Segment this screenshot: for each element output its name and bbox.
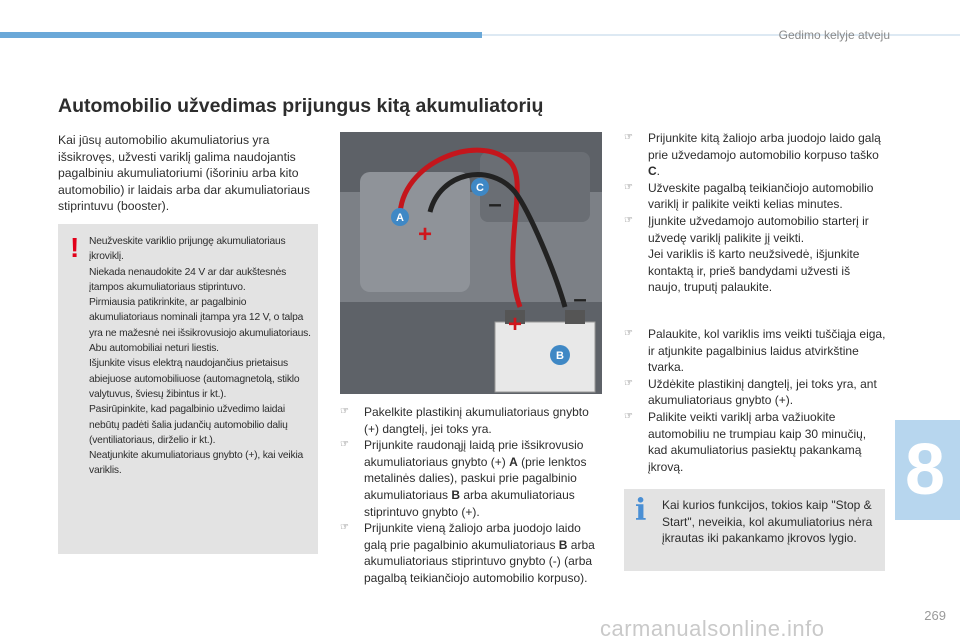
info-text: Kai kurios funkcijos, tokios kaip "Stop & Start", neveikia, kol akumuliatorius nėra įkrautas iki pakankamo įkrovos lygio. [662, 498, 873, 546]
step-note: Jei variklis iš karto neužsivedė, išjunkite kontaktą ir, prieš bandydami užvesti iš naujo, truputį palaukite. [648, 247, 860, 295]
label-b: B [556, 350, 564, 362]
step-item: ☞ Prijunkite vieną žaliojo arba juodojo laido galą prie pagalbinio akumuliatoriaus B arba akumuliatoriaus stiprintuvo gnybto (-) (arba pagalbą teikiančiojo automobilio korpuso). [340, 521, 595, 585]
step-item: ☞ Užveskite pagalbą teikiančiojo automobilio variklį ir palikite veikti kelias minutes. [624, 180, 874, 212]
info-box [624, 489, 885, 571]
step-item: ☞ Prijunkite kitą žaliojo arba juodojo laido galą prie užvedamojo automobilio korpuso taško C. [624, 131, 881, 179]
steps-middle [340, 404, 602, 587]
pointing-hand-icon: ☞ [624, 181, 633, 193]
step-item: ☞ Prijunkite raudonąjį laidą prie išsikrovusio akumuliatoriaus gnybto (+) A (prie lenktos metalinės dalies), paskui prie pagalbinio akumuliatoriaus B arba akumuliatoriaus stiprintuvo gnybto (+). [340, 438, 587, 519]
pointing-hand-icon: ☞ [624, 214, 633, 226]
step-item: ☞ Uždėkite plastikinį dangtelį, jei toks yra, ant akumuliatoriaus gnybto (+). [624, 376, 877, 408]
watermark: carmanualsonline.info [600, 616, 825, 641]
warning-line: Neužveskite variklio prijungę akumuliatoriaus įkroviklį. [89, 236, 286, 263]
pointing-hand-icon: ☞ [624, 410, 633, 422]
step-item: ☞ Pakelkite plastikinį akumuliatoriaus gnybto (+) dangtelį, jei toks yra. [340, 405, 589, 436]
label-c: C [476, 182, 484, 194]
pointing-hand-icon: ☞ [624, 377, 633, 389]
section-title: Gedimo kelyje atveju [778, 28, 890, 42]
page-title: Automobilio užvedimas prijungus kitą akumuliatorių [58, 95, 544, 117]
warning-line: Pirmiausia patikrinkite, ar pagalbinio akumuliatoriaus nominali įtampa yra 12 V, o talpa yra ne mažesnė nei išsikrovusiojo akumuliatoriaus. [89, 297, 311, 339]
pointing-hand-icon: ☞ [624, 328, 633, 339]
chapter-number: 8 [905, 430, 946, 510]
step-item: ☞ Palikite veikti variklį arba važiuokite automobiliu ne trumpiau kaip 30 minučių, kad akumuliatorius pasiektų pakankamą įkrovą. [624, 409, 867, 474]
chapter-tab [895, 420, 960, 520]
step-item: ☞ Įjunkite užvedamojo automobilio starterį ir užvedę variklį palikite jį veikti. Jei variklis iš karto neužsivedė, išjunkite kontaktą ir, prieš bandydami užvesti iš naujo, truputį palaukite. [624, 213, 886, 296]
page-number: 269 [924, 608, 946, 623]
plus-sign-engine: + [417, 221, 433, 248]
warning-box [58, 224, 318, 554]
pointing-hand-icon: ☞ [340, 439, 349, 451]
jump-start-illustration [340, 132, 602, 394]
pointing-hand-icon: ☞ [340, 522, 349, 534]
steps-right-top [624, 130, 886, 296]
warning-line: Pasirūpinkite, kad pagalbinio užvedimo laidai nebūtų padėti šalia judančių automobilio dalių (ventiliatoriaus, dirželio ir kt.). [89, 404, 288, 446]
step-item: ☞ Palaukite, kol variklis ims veikti tuščiąja eiga, ir atjunkite pagalbinius laidus atvirkštine tvarka. [624, 327, 886, 375]
info-icon: i [635, 493, 647, 528]
steps-right-bottom [624, 326, 886, 475]
warning-line: Abu automobiliai neturi liestis. [89, 343, 219, 355]
engine-bay-drawing [340, 132, 602, 394]
pointing-hand-icon: ☞ [340, 406, 349, 417]
minus-sign-engine: – [488, 191, 502, 218]
warning-line: Išjunkite visus elektrą naudojančius prietaisus abiejuose automobiliuose (automagnetolą, stiklo valytuvus, šviesų žibintus ir kt.). [89, 358, 300, 400]
warning-line: Neatjunkite akumuliatoriaus gnybto (+), kai veikia variklis. [89, 450, 304, 477]
header-accent-bar [0, 32, 482, 38]
exclamation-icon: ! [70, 232, 80, 263]
plus-sign-battery: + [507, 311, 523, 338]
pointing-hand-icon: ☞ [624, 132, 633, 143]
warning-line: Niekada nenaudokite 24 V ar dar aukštesnės įtampos akumuliatoriaus stiprintuvo. [89, 266, 287, 293]
intro-paragraph: Kai jūsų automobilio akumuliatorius yra išsikrovęs, užvesti variklį galima naudojantis pagalbiniu akumuliatoriumi (išoriniu arba kito automobilio) ir laidais arba dar akumuliatoriaus stiprintuvu (booster). [58, 133, 310, 213]
warning-text [89, 234, 314, 479]
label-a: A [396, 212, 404, 224]
minus-sign-battery: – [573, 286, 587, 313]
